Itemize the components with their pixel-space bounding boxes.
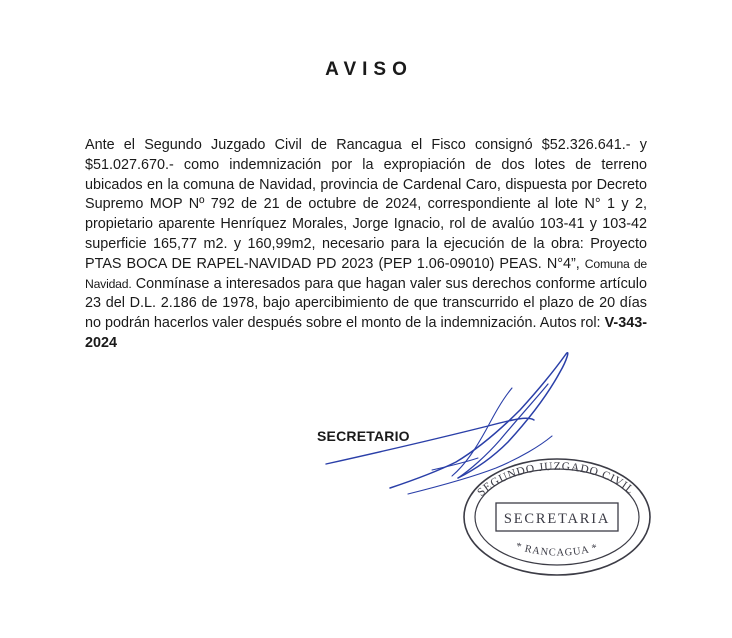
seal-center-text: SECRETARIA [503, 511, 611, 527]
seal-top-text: SEGUNDO JUZGADO CIVIL [475, 460, 637, 499]
case-roll-number: V-343-2024 [85, 315, 647, 351]
seal-bottom-text: * RANCAGUA * [514, 541, 600, 559]
notice-body-part1: Ante el Segundo Juzgado Civil de Rancagua el Fisco consignó $52.326.641.- y $51.027.670.- como indemnización por la expropiación de dos lotes de terreno ubicados en la comuna de Navidad, provincia de Cardenal Caro, dispuesta por Decreto Supremo MOP Nº 792 de 21 de octubre de 2024, correspondiente al lote N° 1 y 2, propietario aparente Henríquez Morales, Jorge Ignacio, rol de avalúo 103-41 y 103-42 superficie 165,77 m2. y 160,99m2, necesario para la ejecución de la obra: Proyecto PTAS BOCA DE RAPEL-NAVIDAD PD 2023 (PEP 1.06-09010) PEAS. N°4”, [85, 137, 647, 272]
signature-label: SECRETARIO [317, 428, 410, 444]
notice-body-small: Comuna de Navidad. [85, 256, 647, 291]
notice-body-part2: Conmínase a interesados para que hagan valer sus derechos conforme artículo 23 del D.L. 2.186 de 1978, bajo apercibimiento de que transcurrido el plazo de 20 días no podrán hacerlos valer después sobre el monto de la indemnización. Autos rol: [85, 275, 647, 332]
notice-title: AVISO [325, 59, 413, 80]
